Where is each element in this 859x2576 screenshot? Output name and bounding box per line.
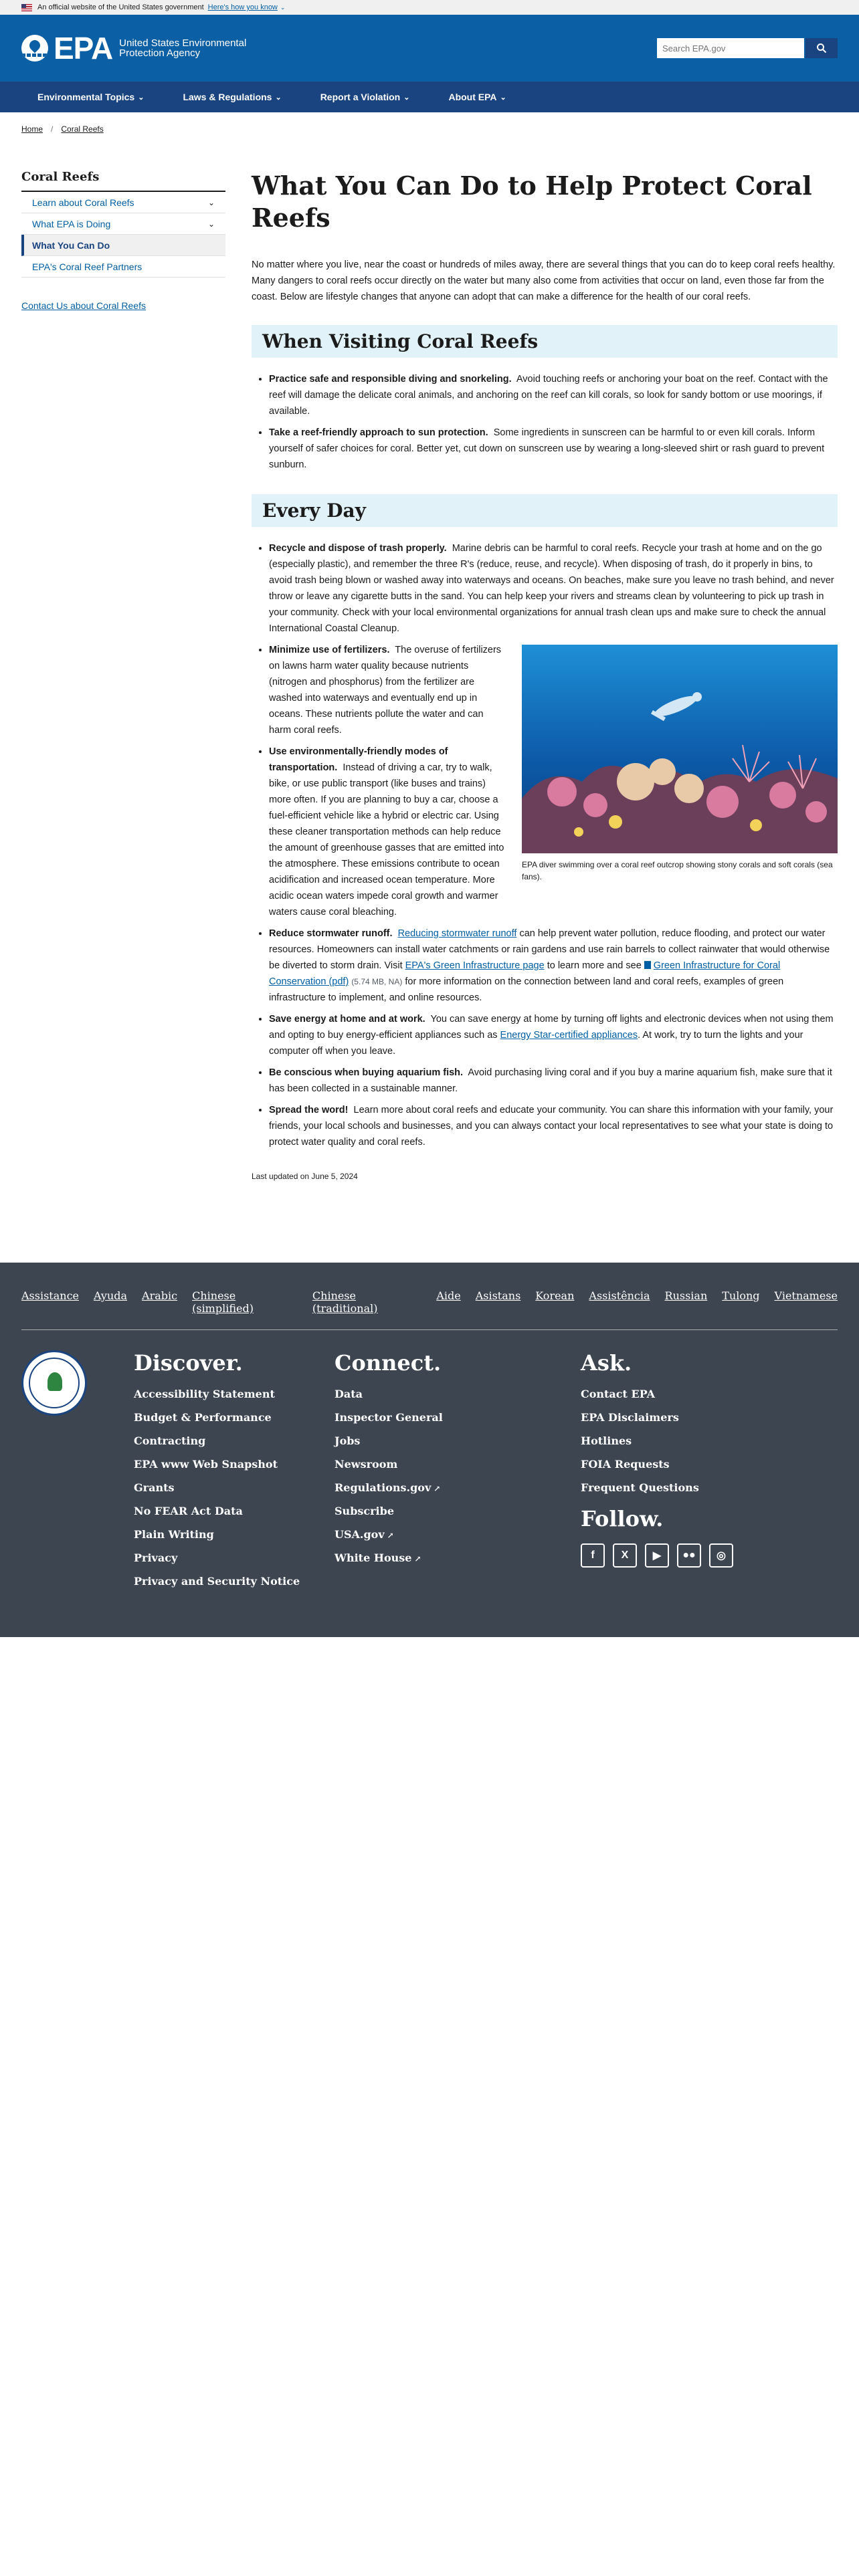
tip-title: Recycle and dispose of trash properly. xyxy=(269,543,447,554)
list-item xyxy=(269,540,838,637)
coral-figure xyxy=(522,645,838,883)
green-infrastructure-pdf-link[interactable]: Green Infrastructure for Coral Conservation (pdf) xyxy=(269,960,781,987)
list-item xyxy=(269,1011,838,1059)
chevron-down-icon[interactable]: ⌄ xyxy=(280,3,286,11)
footer-heading: Ask. xyxy=(581,1350,632,1376)
footer-link[interactable]: Privacy xyxy=(134,1551,178,1564)
chevron-down-icon: ⌄ xyxy=(138,93,145,102)
sidebar-item-partners[interactable] xyxy=(21,256,225,278)
youtube-icon[interactable]: ▶ xyxy=(645,1543,669,1568)
nav-about-epa[interactable] xyxy=(448,92,506,102)
sidebar-item-label: Learn about Coral Reefs xyxy=(32,197,134,208)
external-link-icon: ↗ xyxy=(414,1554,421,1564)
last-updated: Last updated on June 5, 2024 xyxy=(252,1172,358,1181)
epa-logo[interactable] xyxy=(21,30,260,66)
lang-vietnamese[interactable]: Vietnamese xyxy=(774,1289,838,1302)
page-blank-area xyxy=(0,1637,859,2576)
nav-label: Report a Violation xyxy=(320,92,401,102)
x-twitter-icon[interactable]: X xyxy=(613,1543,637,1568)
footer-link[interactable]: Frequent Questions xyxy=(581,1481,699,1494)
green-infrastructure-link[interactable]: EPA's Green Infrastructure page xyxy=(405,960,545,971)
chevron-down-icon: ⌄ xyxy=(403,93,410,102)
nav-report-violation[interactable] xyxy=(320,92,410,102)
lang-asistans[interactable]: Asistans xyxy=(475,1289,521,1302)
gov-banner xyxy=(0,0,859,15)
lang-arabic[interactable]: Arabic xyxy=(142,1289,178,1302)
social-links xyxy=(581,1543,827,1568)
gov-banner-text: An official website of the United States government xyxy=(37,3,204,11)
tip-text: can help prevent water pollution, reduce flooding, and protect our water resources. Homeowners can install water catchments or rain gardens and use rain barrels to collect rainwater that would otherwise be diverted to storm drain. Visit xyxy=(269,928,830,971)
tip-text: for more information on the connection between land and coral reefs, examples of green infrastructure to implement, and online resources. xyxy=(269,976,784,1003)
sidebar-item-label: What EPA is Doing xyxy=(32,218,111,229)
footer-link[interactable]: Contact EPA xyxy=(581,1388,655,1400)
lang-tulong[interactable]: Tulong xyxy=(722,1289,760,1302)
chevron-down-icon: ⌄ xyxy=(275,93,282,102)
external-link-icon: ↗ xyxy=(434,1484,441,1493)
visiting-tips-list xyxy=(252,371,838,473)
search-button[interactable] xyxy=(805,38,838,58)
footer-link-wrap xyxy=(335,1551,581,1564)
lang-aide[interactable]: Aide xyxy=(436,1289,461,1302)
pdf-file-icon xyxy=(644,961,651,969)
footer-link[interactable]: USA.gov xyxy=(335,1528,385,1541)
footer-heading: Follow. xyxy=(581,1506,664,1531)
list-item xyxy=(269,926,838,1006)
main-content xyxy=(252,170,838,1181)
epa-flower-icon xyxy=(21,35,48,62)
main-nav xyxy=(0,82,859,112)
tip-text: Some ingredients in sunscreen can be harmful to or even kill corals. Inform yourself of safer choices for coral. Better yet, cut down on sunscreen use by wearing a long-sleeved shirt or rash guard to prevent sunburn. xyxy=(269,427,825,470)
footer-link-wrap xyxy=(335,1481,581,1494)
tip-title: Take a reef-friendly approach to sun protection. xyxy=(269,427,488,438)
epa-seal-icon xyxy=(21,1350,87,1416)
sidebar-item-learn[interactable] xyxy=(21,192,225,213)
pdf-size: (5.74 MB, NA) xyxy=(351,977,403,986)
footer-link[interactable]: Grants xyxy=(134,1481,175,1494)
footer-link[interactable]: Inspector General xyxy=(335,1411,443,1424)
breadcrumb xyxy=(21,124,104,134)
lang-russian[interactable]: Russian xyxy=(664,1289,708,1302)
stormwater-runoff-link[interactable]: Reducing stormwater runoff xyxy=(397,928,517,939)
sidebar-item-what-you-can-do[interactable] xyxy=(21,235,225,256)
lang-ayuda[interactable]: Ayuda xyxy=(94,1289,128,1302)
footer-link[interactable]: Subscribe xyxy=(335,1505,394,1517)
chevron-down-icon[interactable]: ⌄ xyxy=(207,219,215,229)
site-footer xyxy=(0,1263,859,1637)
language-links xyxy=(21,1263,838,1330)
breadcrumb-home[interactable]: Home xyxy=(21,124,43,134)
list-item xyxy=(269,1065,838,1097)
tip-text: You can save energy at home by turning off lights and electronic devices when not using them and opting to buy energy-efficient appliances such as xyxy=(269,1014,834,1041)
footer-link[interactable]: EPA www Web Snapshot xyxy=(134,1458,278,1471)
footer-ask xyxy=(581,1350,827,1598)
tip-title: Reduce stormwater runoff. xyxy=(269,928,393,939)
footer-link[interactable]: Plain Writing xyxy=(134,1528,214,1541)
footer-link[interactable]: White House xyxy=(335,1551,412,1564)
nav-environmental-topics[interactable] xyxy=(37,92,144,102)
tip-text: Learn more about coral reefs and educate your community. You can share this information with your family, your friends, your local schools and businesses, and you can always contact your local representatives to see what your state is doing to protect water quality and coral reefs. xyxy=(269,1105,834,1148)
section-heading-visiting: When Visiting Coral Reefs xyxy=(252,325,838,358)
search-icon xyxy=(816,43,827,53)
footer-heading: Connect. xyxy=(335,1350,442,1376)
footer-link[interactable]: Newsroom xyxy=(335,1458,398,1471)
tip-text: Marine debris can be harmful to coral reefs. Recycle your trash at home and on the go (especially plastic), and remember the three R's (reduce, reuse, and recycle). When disposing of trash, do it properly in bins, to avoid trash being blown or washed away into waterways and oceans. On beaches, make sure you leave no trash behind, and never throw or leave any cigarette butts in the sand. You can help keep your rivers and streams clean by volunteering to pick up trash in your community. Check with your local environmental organizations for annual trash clean ups and make sure to check the annual International Coastal Cleanup. xyxy=(269,543,834,634)
footer-link[interactable]: Regulations.gov xyxy=(335,1481,432,1494)
footer-link[interactable]: Privacy and Security Notice xyxy=(134,1575,300,1588)
tip-title: Minimize use of fertilizers. xyxy=(269,645,390,655)
coral-reef-diver-image xyxy=(522,645,838,853)
nav-label: About EPA xyxy=(448,92,497,102)
sidebar-title: Coral Reefs xyxy=(21,170,225,192)
nav-laws-regulations[interactable] xyxy=(183,92,281,102)
lang-korean[interactable]: Korean xyxy=(535,1289,575,1302)
footer-link[interactable]: Jobs xyxy=(335,1434,361,1447)
heres-how-you-know-link[interactable]: Here's how you know xyxy=(207,3,278,11)
sidebar-nav xyxy=(21,170,225,311)
footer-link[interactable]: Data xyxy=(335,1388,363,1400)
tip-title: Spread the word! xyxy=(269,1105,349,1115)
footer-heading: Discover. xyxy=(134,1350,243,1376)
footer-columns xyxy=(21,1350,838,1598)
flickr-icon[interactable]: ●● xyxy=(677,1543,701,1568)
tip-title: Be conscious when buying aquarium fish. xyxy=(269,1067,464,1078)
list-item xyxy=(269,371,838,419)
breadcrumb-separator: / xyxy=(51,124,54,134)
chevron-down-icon[interactable]: ⌄ xyxy=(207,197,215,207)
lang-assistance[interactable]: Assistance xyxy=(21,1289,80,1302)
tip-text: The overuse of fertilizers on lawns harm water quality because nutrients (nitrogen and phosphorus) from the fertilizer are washed into waterways and eventually end up in oceans. These nutrients pollute the water and can harm coral reefs. xyxy=(269,645,502,736)
footer-link-wrap xyxy=(335,1528,581,1541)
sidebar-item-label: EPA's Coral Reef Partners xyxy=(32,261,142,272)
logo-text: EPA xyxy=(54,31,113,66)
tip-text: to learn more and see xyxy=(547,960,642,971)
search-form xyxy=(657,38,838,58)
lang-assistencia[interactable]: Assistência xyxy=(589,1289,650,1302)
breadcrumb-coral-reefs[interactable]: Coral Reefs xyxy=(61,124,104,134)
lang-chinese-traditional[interactable]: Chinese (traditional) xyxy=(312,1289,378,1315)
tip-text: Avoid purchasing living coral and if you buy a marine aquarium fish, make sure that it has been collected in a sustainable manner. xyxy=(269,1067,832,1094)
contact-us-link[interactable]: Contact Us about Coral Reefs xyxy=(21,300,146,311)
tip-title: Practice safe and responsible diving and snorkeling. xyxy=(269,374,512,385)
footer-link[interactable]: FOIA Requests xyxy=(581,1458,670,1471)
intro-paragraph: No matter where you live, near the coast or hundreds of miles away, there are several things that you can do to keep coral reefs healthy. Many dangers to coral reefs occur directly on the water but many also come from activities that occur on land, even those far from the coast. Below are lifestyle changes that anyone can adopt that can make a difference for the health of our coral reefs. xyxy=(252,259,836,302)
footer-link[interactable]: Accessibility Statement xyxy=(134,1388,275,1400)
sidebar-item-label: What You Can Do xyxy=(32,239,110,251)
list-item xyxy=(269,425,838,473)
agency-name: United States Environmental Protection Agency xyxy=(119,37,247,59)
everyday-tips-list xyxy=(252,540,838,1150)
tip-title: Save energy at home and at work. xyxy=(269,1014,425,1025)
tip-text: . At work, try to turn the lights and your computer off when you leave. xyxy=(269,1030,803,1057)
footer-link[interactable]: Contracting xyxy=(134,1434,206,1447)
nav-label: Environmental Topics xyxy=(37,92,135,102)
search-input[interactable] xyxy=(657,38,804,58)
tip-title: Use environmentally-friendly modes of transportation. xyxy=(269,746,448,773)
footer-link[interactable]: Budget & Performance xyxy=(134,1411,272,1424)
external-link-icon: ↗ xyxy=(387,1531,394,1540)
lang-chinese-simplified[interactable]: Chinese (simplified) xyxy=(192,1289,254,1315)
page-title: What You Can Do to Help Protect Coral Reefs xyxy=(252,171,812,233)
site-header xyxy=(0,15,859,82)
image-caption: • EPA diver swimming over a coral reef outcrop showing stony corals and soft corals (sea fans). xyxy=(522,860,833,881)
sidebar-item-what-epa-is-doing[interactable] xyxy=(21,213,225,235)
facebook-icon[interactable]: f xyxy=(581,1543,605,1568)
us-flag-icon xyxy=(21,4,32,11)
nav-label: Laws & Regulations xyxy=(183,92,272,102)
energy-star-link[interactable]: Energy Star-certified appliances xyxy=(500,1030,638,1041)
footer-link[interactable]: EPA Disclaimers xyxy=(581,1411,679,1424)
chevron-down-icon: ⌄ xyxy=(500,93,506,102)
tip-text: Instead of driving a car, try to walk, bike, or use public transport (like buses and trains) more often. If you are planning to buy a car, choose a fuel-efficient vehicle like a hybrid or electric car. Using these cleaner transportation methods can help reduce the amount of greenhouse gasses that are emitted into the atmosphere. These emissions contribute to ocean acidification and increased ocean temperature. More acidic ocean waters impede coral growth and warmer waters cause coral bleaching. xyxy=(269,762,504,918)
footer-link[interactable]: No FEAR Act Data xyxy=(134,1505,243,1517)
instagram-icon[interactable]: ◎ xyxy=(709,1543,733,1568)
footer-discover xyxy=(134,1350,335,1598)
footer-link[interactable]: Hotlines xyxy=(581,1434,632,1447)
footer-connect xyxy=(335,1350,581,1598)
tip-text: Avoid touching reefs or anchoring your boat on the reef. Contact with the reef will damage the delicate coral animals, and anchoring on the reef can kill corals, so look for sandy bottom or use moorings, if available. xyxy=(269,374,828,417)
section-heading-every-day: Every Day xyxy=(252,494,838,527)
list-item xyxy=(269,1102,838,1150)
